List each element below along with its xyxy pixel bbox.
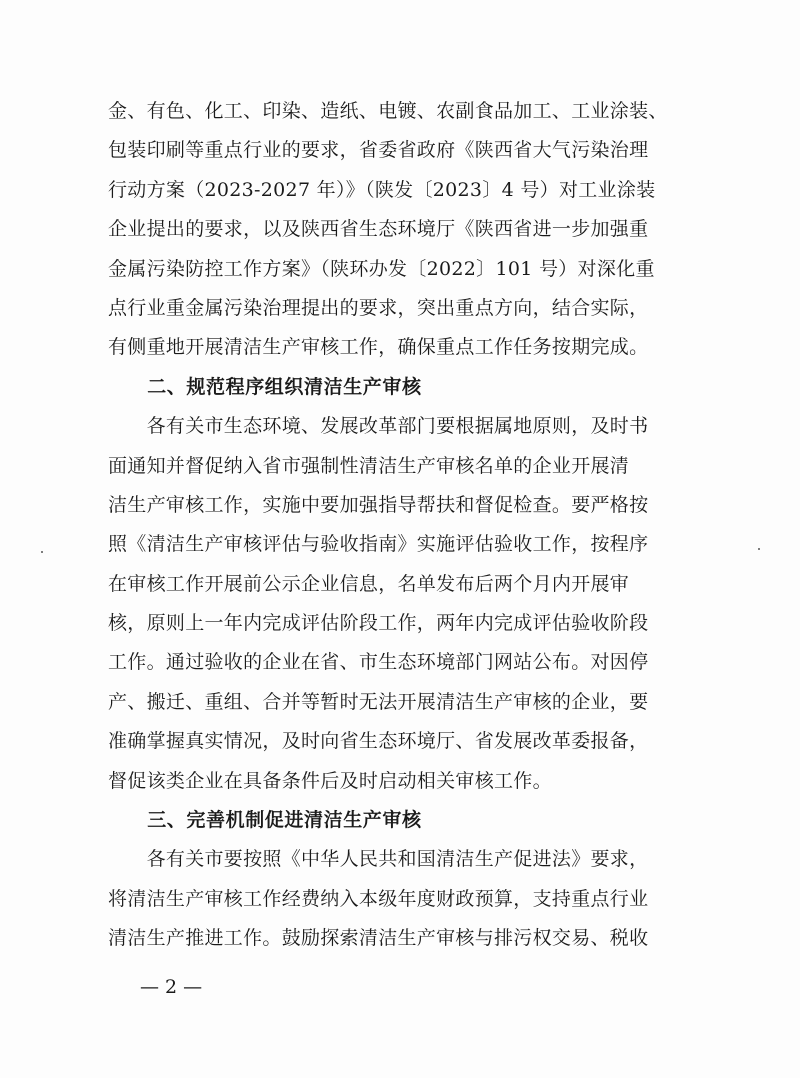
- text-line: 各有关市要按照《中华人民共和国清洁生产促进法》要求，: [108, 848, 649, 871]
- scan-speck: [758, 548, 760, 550]
- text-line: 洁生产审核工作，实施中要加强指导帮扶和督促检查。要严格按: [108, 493, 649, 516]
- text-line: 督促该类企业在具备条件后及时启动相关审核工作。: [108, 769, 552, 792]
- text-line: 核，原则上一年内完成评估阶段工作，两年内完成评估验收阶段: [108, 612, 649, 635]
- text-line: 将清洁生产审核工作经费纳入本级年度财政预算，支持重点行业: [108, 887, 649, 910]
- page-number: — 2 —: [140, 976, 203, 998]
- text-line: 企业提出的要求，以及陕西省生态环境厅《陕西省进一步加强重: [108, 218, 649, 241]
- text-line: 准确掌握真实情况，及时向省生态环境厅、省发展改革委报备，: [108, 730, 649, 753]
- text-line: 清洁生产推进工作。鼓励探索清洁生产审核与排污权交易、税收: [108, 927, 649, 950]
- body-text: [108, 92, 708, 959]
- text-line: 金属污染防控工作方案》（陕环办发〔2022〕101 号）对深化重: [108, 257, 655, 280]
- text-line: 行动方案（2023-2027 年）》（陕发〔2023〕4 号）对工业涂装: [108, 178, 656, 201]
- text-line: 包装印刷等重点行业的要求，省委省政府《陕西省大气污染治理: [108, 139, 649, 162]
- scan-speck: [41, 551, 43, 553]
- text-line: 在审核工作开展前公示企业信息，名单发布后两个月内开展审: [108, 572, 630, 595]
- section-heading: 二、规范程序组织清洁生产审核: [108, 375, 422, 398]
- text-line: 各有关市生态环境、发展改革部门要根据属地原则，及时书: [108, 415, 649, 438]
- text-line: 工作。通过验收的企业在省、市生态环境部门网站公布。对因停: [108, 651, 649, 674]
- text-line: 面通知并督促纳入省市强制性清洁生产审核名单的企业开展清: [108, 454, 630, 477]
- text-line: 点行业重金属污染治理提出的要求，突出重点方向，结合实际，: [108, 296, 649, 319]
- text-line: 金、有色、化工、印染、造纸、电镀、农副食品加工、工业涂装、: [108, 100, 668, 122]
- text-line: 照《清洁生产审核评估与验收指南》实施评估验收工作，按程序: [108, 533, 649, 556]
- text-line: 产、搬迁、重组、合并等暂时无法开展清洁生产审核的企业，要: [108, 690, 649, 713]
- text-line: 有侧重地开展清洁生产审核工作，确保重点工作任务按期完成。: [108, 336, 649, 359]
- section-heading: 三、完善机制促进清洁生产审核: [108, 809, 422, 832]
